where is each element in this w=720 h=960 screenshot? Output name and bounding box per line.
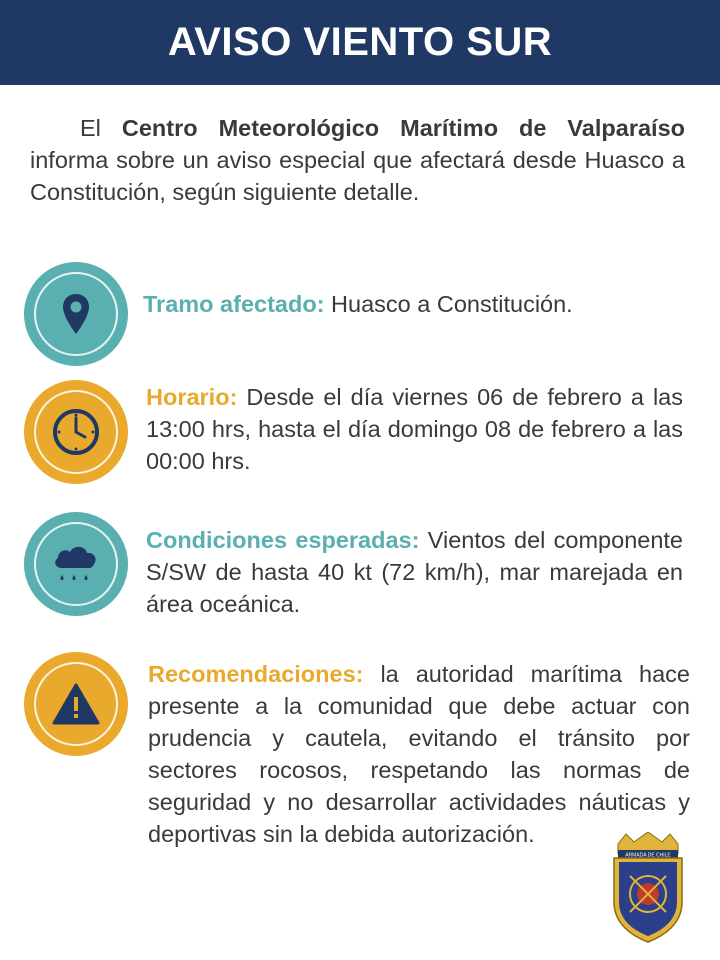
navy-emblem: [608, 832, 688, 944]
emblem-text: ARMADA DE CHILE: [625, 852, 671, 859]
warning-icon: [51, 682, 101, 726]
clock-icon: [51, 407, 101, 457]
intro-org: Centro Meteorológico Marítimo de Valparaíso: [121, 115, 685, 141]
item-recomendaciones: [148, 658, 690, 850]
item-label: Recomendaciones:: [148, 661, 364, 687]
item-tramo: [143, 288, 688, 320]
item-horario: [146, 381, 683, 477]
item-label: Condiciones esperadas:: [146, 527, 420, 553]
rain-cloud-icon: [50, 538, 102, 590]
intro-rest: informa sobre un aviso especial que afectará desde Huasco a Constitución, según siguiente detalle.: [30, 147, 685, 205]
intro-paragraph: [30, 112, 685, 208]
header-banner: [0, 0, 720, 85]
item-condiciones: [146, 524, 683, 620]
intro-prefix: El: [80, 115, 122, 141]
item-text: Desde el día viernes 06 de febrero a las 13:00 hrs, hasta el día domingo 08 de febrero a las 00:00 hrs.: [146, 384, 683, 474]
weather-badge: [24, 512, 128, 616]
item-label: Horario:: [146, 384, 238, 410]
item-text: la autoridad marítima hace presente a la comunidad que debe actuar con prudencia y cautela, evitando el tránsito por sectores rocosos, respetando las normas de seguridad y no desarrollar actividades náuticas y deportivas sin la debida autorización.: [148, 661, 690, 847]
item-text: Vientos del componente S/SW de hasta 40 kt (72 km/h), mar marejada en área oceánica.: [146, 527, 684, 617]
clock-badge: [24, 380, 128, 484]
location-pin-icon: [61, 292, 91, 336]
item-text: Huasco a Constitución.: [324, 291, 573, 317]
warning-badge: [24, 652, 128, 756]
page-title: AVISO VIENTO SUR: [167, 20, 553, 64]
item-label: Tramo afectado:: [143, 291, 325, 317]
location-badge: [24, 262, 128, 366]
